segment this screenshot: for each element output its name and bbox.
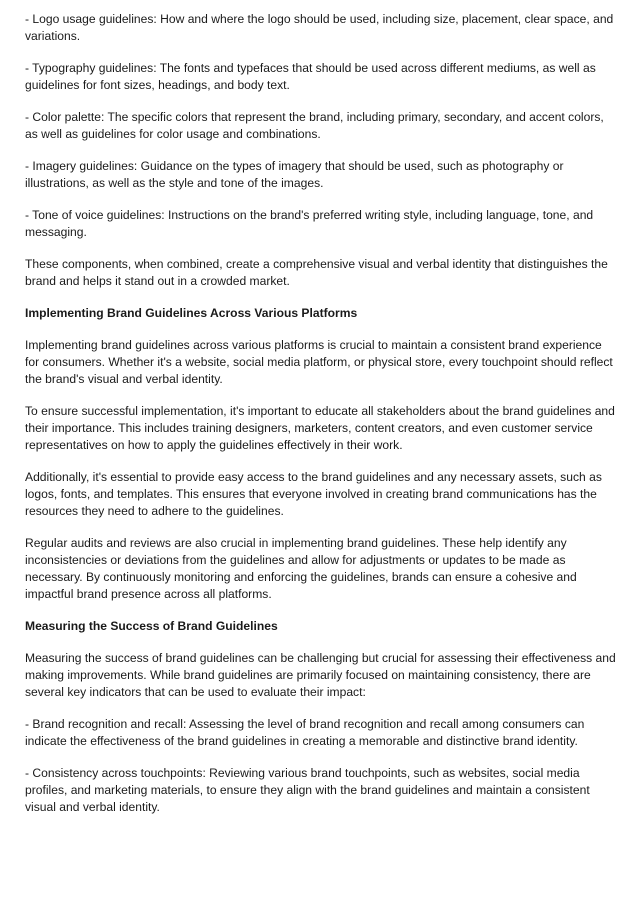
bullet-typography: - Typography guidelines: The fonts and typefaces that should be used across different mediums, as well as guidelines for font sizes, headings, and body text. [25, 61, 596, 92]
bullet-imagery: - Imagery guidelines: Guidance on the types of imagery that should be used, such as photography or illustrations, as well as the style and tone of the images. [25, 159, 564, 190]
bullet-logo-usage: - Logo usage guidelines: How and where the logo should be used, including size, placement, clear space, and variations. [25, 12, 614, 43]
bullet-brand-recognition: - Brand recognition and recall: Assessing the level of brand recognition and recall among consumers can indicate the effectiveness of the brand guidelines in creating a memorable and distinctive brand identity. [25, 717, 585, 748]
document-page [25, 11, 617, 831]
heading-implementing: Implementing Brand Guidelines Across Various Platforms [25, 306, 358, 320]
implementing-educate: To ensure successful implementation, it's important to educate all stakeholders about the brand guidelines and their importance. This includes training designers, marketers, content creators, and even customer service representatives on how to apply the guidelines effectively in their work. [25, 404, 615, 452]
bullet-color-palette: - Color palette: The specific colors that represent the brand, including primary, secondary, and accent colors, as well as guidelines for color usage and combinations. [25, 110, 604, 141]
bullet-tone-of-voice: - Tone of voice guidelines: Instructions on the brand's preferred writing style, including language, tone, and messaging. [25, 208, 594, 239]
measuring-intro: Measuring the success of brand guidelines can be challenging but crucial for assessing their effectiveness and making improvements. While brand guidelines are primarily focused on maintaining consistency, there are several key indicators that can be used to evaluate their impact: [25, 651, 616, 699]
implementing-intro: Implementing brand guidelines across various platforms is crucial to maintain a consistent brand experience for consumers. Whether it's a website, social media platform, or physical store, every touchpoint should reflect the brand's visual and verbal identity. [25, 338, 613, 386]
heading-measuring: Measuring the Success of Brand Guidelines [25, 619, 278, 633]
implementing-access: Additionally, it's essential to provide easy access to the brand guidelines and any necessary assets, such as logos, fonts, and templates. This ensures that everyone involved in creating brand communications has the resources they need to adhere to the guidelines. [25, 470, 602, 518]
implementing-audits: Regular audits and reviews are also crucial in implementing brand guidelines. These help identify any inconsistencies or deviations from the guidelines and allow for adjustments or updates to be made as necessary. By continuously monitoring and enforcing the guidelines, brands can ensure a cohesive and impactful brand presence across all platforms. [25, 536, 577, 601]
bullet-consistency: - Consistency across touchpoints: Reviewing various brand touchpoints, such as websites, social media profiles, and marketing materials, to ensure they align with the brand guidelines and maintain a consistent visual and verbal identity. [25, 766, 590, 814]
components-summary: These components, when combined, create a comprehensive visual and verbal identity that distinguishes the brand and helps it stand out in a crowded market. [25, 257, 608, 288]
